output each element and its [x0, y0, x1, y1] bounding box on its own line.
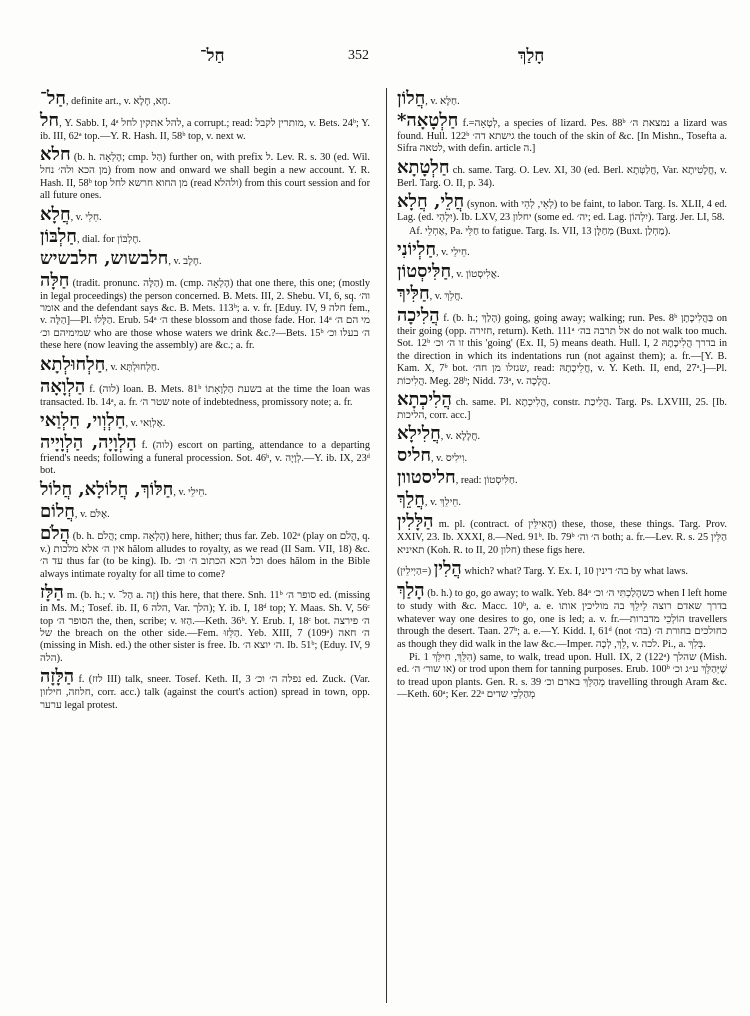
dictionary-entry — [397, 226, 727, 238]
entry-headword: חַלּוֹךְ, חֲלוֹלָא, חֲלוֹל — [40, 478, 174, 500]
entry-headword: חַלִּיךְ — [397, 283, 430, 305]
entry-headword: הַלְוָאָה — [40, 375, 86, 397]
entry-definition: , definite art., v. חָא, חָלָא. — [65, 96, 171, 107]
dictionary-entry — [40, 88, 370, 109]
entry-headword: חַלְחוּלְתָא — [40, 353, 106, 375]
dictionary-entry — [397, 283, 727, 304]
entry-headword: חליס — [397, 445, 432, 467]
entry-headword: הַלְוָיָה, הַלְוָיָיה — [40, 432, 137, 454]
entry-headword: חַלְיוֹנִי — [397, 239, 436, 261]
dictionary-entry — [40, 144, 370, 202]
entry-headword: הַלָּלִין — [397, 511, 434, 533]
dictionary-entry — [40, 501, 370, 522]
dictionary-entry — [40, 270, 370, 353]
dictionary-entry — [397, 580, 727, 651]
entry-definition: , v. חֲלָלָא. — [440, 431, 481, 443]
dictionary-entry — [397, 88, 727, 109]
dictionary-entry — [397, 261, 727, 282]
entry-definition: (b. h. הָלְאָה; cmp. הַל) further on, with prefix ל. Lev. R. s. 30 (ed. Wil. מן הכא ולה׳ נחל) from now and onward we shall begin a new account. Y. R. Hash. II, 58ᵇ top מן החוא חרשא לחל (read ולהלא) from this court session and for all future ones. — [40, 152, 371, 202]
entry-definition: (b. h. הֲלֹם; cmp. הָלְאָה) here, hither; thus far. Zeb. 102ᵃ (play on הֲלֹם, q. v.) אין ה׳ אלא מלכות hălom alludes to royalty, as we read (II Sam. VII, 18) &c. עד ה׳ thus far (to be king). Ib. וכל הכא הכתוב ה׳ וכ׳ does hălom in the Bible always intimate royalty for all time to come? — [40, 530, 371, 580]
entry-headword: חַלִּיסְטוֹן — [397, 261, 452, 283]
entry-headword: הַלָּזָה — [40, 666, 75, 688]
entry-headword: חַל־ — [40, 88, 66, 109]
entry-definition: f.=לְטָאָה, a species of lizard. Pes. 88ᵇ נמצאת ה׳ a lizard was found. Hull. 122ᵇ גישתא דה׳ the touch of the skin of &c. [In Mishn., Tosefta a. Sifra לטאה, with defin. article ה.] — [397, 118, 727, 155]
dictionary-entry — [397, 558, 727, 579]
entry-definition: m. pl. (contract. of הָאִילֵּין) these, those, these things. Targ. Prov. XXIV, 23. Ib. XXXI, 8.—Ned. 91ᵇ. Ib. 79ᵇ ה׳ וה׳ both; a. fr.—Lev. R. s. 25 הַלֵּין תאיניא (Koh. R. to II, 20 חלון) these figs here. — [397, 519, 727, 556]
column-divider — [386, 88, 387, 1003]
dictionary-entry — [40, 204, 370, 225]
entry-definition: (=הַיְילֵין) which? what? Targ. Y. Ex. I, 10 בה׳ דינין by what laws. — [397, 566, 688, 578]
dictionary-entry — [40, 248, 370, 269]
dictionary-entry — [397, 467, 727, 488]
entry-definition: , v. חָלָב. — [168, 255, 202, 267]
entry-headword: הָלַךְ — [397, 580, 425, 602]
page-number: 352 — [348, 48, 369, 63]
entry-definition: f. (b. h.; הָלַךְ) going, going away; walking; run. Pes. 8ᵇ בַּהֲלִיכָתָן on their going (opp. חזירה, return). Keth. 111ᵃ אל תרבה בה׳ do not walk too much. Sot. 12ᵇ זו ה׳ וכ׳ this 'going' (Ex. II, 5) means death. Hull. I, 2 בדרך הֲלִיכָתָהּ in the direction in which its indentations run (not against them); a. fr.—[Y. B. Kam. X, 7ᵇ bot. שגזלו מן חה׳, read: חֲלֵיכָתָהּ, v. Y. Keth. II, end, 27ᵃ.]—Pl. הֲלִיכוֹת. Meg. 28ᵇ; Nidd. 73ᵃ, v. הֲלָכָה. — [397, 313, 728, 387]
entry-definition: f. (לזז III) talk, sneer. Tosef. Keth. II, 3 נפלה ה׳ וכ׳ ed. Zuck. (Var. חלוזה, חילזון, corr. acc.) talk (against the court's action) spread in town, opp. ערער legal protest. — [40, 674, 370, 711]
dictionary-entry — [397, 489, 727, 510]
entry-definition: , v. חֲלֵךְ. — [429, 291, 463, 303]
entry-headword: הֲלִיכְתָא — [397, 389, 452, 411]
entry-headword: חַלְבּוֹן — [40, 225, 77, 247]
left-column — [40, 88, 370, 713]
entry-definition: , v. חַלָּא. — [425, 96, 460, 107]
page-header — [60, 46, 700, 74]
entry-definition: , v. אַלְוַאי. — [125, 418, 166, 430]
dictionary-entry — [397, 305, 727, 388]
entry-definition: , Y. Sabb. I, 4ᵃ להל אתקין לחל, a corrupt.; read: מותרין לקבל, v. Bets. 24ᵇ; Y. ib. III, 62ᵃ top.—Y. R. Hash. II, 58ᵇ top, v. next w. — [40, 118, 370, 142]
dictionary-entry — [397, 157, 727, 190]
entry-definition: m. (b. h.; v. הַל־ a. זֶה) this here, that there. Snh. 11ᵇ סופר ה׳ ed. (missing in Ms. M.; Tosef. ib. II, 6 הלה, Var. הלך); Y. ib. I, 18ᵈ top; Y. Maas. Sh. V, 56ᶜ top הסופר ה׳ the, then, scribe; v. הַזּוּ.—Keth. 36ᵇ. Y. Erub. I, 18ᶜ bot. ה׳ פירצה של the breach on the other side.—Fem. הַלֵּזוּ. Yeb. XIII, 7 (109ᵃ) ה׳ חאה (missing in Mish. ed.) the other sister is free. Ib. ה׳ יוצא ה׳. Ib. 51ᵇ; (Eduy. IV, 9 הלה). — [40, 590, 370, 664]
entry-headword: הֲלֹם — [40, 522, 71, 544]
dictionary-entry — [40, 110, 370, 143]
entry-headword: חֲלוֹן — [397, 88, 426, 109]
entry-definition: , read: חַלִּיסְטוֹן. — [455, 475, 518, 487]
entry-headword: חלבשוש, חלבשיש — [40, 247, 169, 269]
entry-definition: f. (לוה) escort on parting, attendance to a departing friend's needs; following a funeral procession. Sot. 46ᵇ, v. לְוָיָה.—Y. ib. IX, 23ᵈ bot. — [40, 440, 370, 477]
dictionary-entry — [397, 239, 727, 260]
entry-definition: , v. חֵילֵי. — [435, 247, 470, 259]
entry-headword: חֲלָא — [40, 203, 71, 225]
dictionary-entry — [40, 479, 370, 500]
entry-definition: , v. חֵלֵי. — [70, 211, 102, 223]
dictionary-entry — [40, 226, 370, 247]
entry-definition: Pi. הִלֵּךְ, חִילֵּךְ 1) same, to walk, tread upon. Hull. IX, 2 (122ᵃ) שהלך (Mish. ed. או שור׳ ה׳) or trod upon them for tanning purposes. Erub. 100ᵇ שֶׁיְּהַלֵּךְ ע״ג וכ׳ to tread upon plants. Gen. R. s. 39 מְהַלֵּךְ בארם וכ׳ travelling through Aram &c.—Keth. 60ᵃ; Ker. 22ᵃ מְהַלְכֵי שדים — [397, 651, 727, 701]
running-head-left: חַל־ — [200, 46, 225, 66]
dictionary-entry — [397, 389, 727, 422]
entry-definition: , v. חֵילֵךְ. — [424, 497, 461, 509]
dictionary-entry — [40, 582, 370, 665]
entry-headword: *חַלְטָאָה — [397, 110, 459, 131]
dictionary-entry — [397, 652, 727, 702]
entry-definition: ch. same. Targ. O. Lev. XI, 30 (ed. Berl. חֲלַטְּתָא, Var. חֲלָטִיתָא, v. Berl. Targ. O. II, p. 34). — [397, 164, 728, 189]
entry-definition: (b. h.) to go, go away; to walk. Yeb. 84ᵃ כשהָלַכְתִּי ה׳ וכ׳ when I left home to study with &c. Macc. 10ᵇ, a. e. בדרך שאדם רוצה לֵילֵךְ בה מוליכין אותו whatever way one desires to go, one is led; a. v. fr.—הוֹלְכֵי מדברות travellers through the desert. Taan. 27ᵇ; a. e.—Y. Kidd. I, 61ᵈ (not בה׳) כחולכים בחורת ה׳ as though they did walk in the law &c.—Imper. לֵךְ, לְכָה, v. לכה. Pi., a. בְּלִךְ. — [397, 588, 727, 650]
dictionary-entry — [40, 354, 370, 375]
entry-headword: הֲלִין — [433, 558, 462, 580]
dictionary-entry — [397, 423, 727, 444]
dictionary-entry — [397, 191, 727, 224]
dictionary-entry — [40, 410, 370, 431]
dictionary-entry — [40, 376, 370, 409]
entry-headword: חַלָּה — [40, 269, 70, 291]
dictionary-entry — [397, 511, 727, 557]
dictionary-entry — [397, 110, 727, 156]
entry-definition: ch. same. Pl. הֲלִיכְתָא, constr. הֲלִיכַת. Targ. Ps. LXVIII, 25. [Ib. הליכות, corr. acc.] — [397, 397, 727, 422]
entry-headword: חליסטוון — [397, 467, 456, 489]
dictionary-entry — [40, 666, 370, 712]
dictionary-entry — [40, 523, 370, 581]
entry-definition: , v. אֶלֹּם. — [74, 508, 110, 520]
entry-headword: חֲלִילָא — [397, 423, 441, 445]
entry-headword: חֲלֵי, חֲלָא — [397, 191, 465, 213]
right-column — [397, 88, 727, 703]
entry-headword: חֲלֵךְ — [397, 489, 425, 511]
entry-definition: , dial. for חֶלְבּוֹן. — [76, 233, 141, 245]
entry-headword: חַלְטָתָא — [397, 156, 450, 178]
entry-definition: (tradit. pronunc. הַלָּה) m. (cmp. הָלְאָה) that one there, this one; (mostly in legal proceedings) the person concerned. B. Mets. III, 2. Shebu. VI, 6, sq. וה׳ אומר and the defendant says &c. B. Mets. 113ᵇ; a. v. fr. [Eduy. IV, 9 חלה fem., v. הַלָּה]—Pl. הַלָּלוּ. Erub. 54ᵃ ה׳ these blossom and those fade. Hor. 14ᵃ מי הם ה׳ שמימיהם וכ׳ who are those whose waters we drink &c.?—Bets. 15ᵇ ה׳ בעלו וכ׳ these here (now leaving the assembly) are &c.; a. fr. — [40, 277, 371, 352]
entry-headword: חֲלוֹם — [40, 500, 75, 522]
entry-headword: הֲלִיכָה — [397, 305, 440, 327]
dictionary-entry — [397, 445, 727, 466]
entry-headword: הַלָּז — [40, 582, 64, 604]
entry-headword: חל — [40, 110, 60, 131]
entry-headword: חלא — [40, 144, 71, 166]
running-head-right: חָלַךְ — [518, 46, 545, 66]
entry-definition: , v. חֵילֵי. — [173, 486, 208, 498]
entry-definition: , v. אֲלִיסְטוֹן. — [451, 269, 500, 281]
entry-definition: , v. וִילִיס. — [431, 453, 468, 465]
entry-definition: Af. אַחְלֵי, Pa. חַלֵּי to fatigue. Targ. Is. VII, 13 מְחַלָּן (Buxt. מַחְלַן). — [409, 225, 671, 237]
entry-definition: (synon. with לְאֵי, לְהֵי) to be faint, to labor. Targ. Is. XLII, 4 ed. Lag. (ed. יִלְהֵי). Ib. LXV, 23 יחלון (some ed. יה׳; ed. Lag. יִלְהוֹן). Targ. Jer. LI, 58. — [397, 199, 727, 224]
entry-definition: , v. חַלְחוּלְתָּא. — [105, 361, 160, 373]
entry-headword: חַלְוְוי, חַלְוַאי — [40, 410, 126, 432]
dictionary-entry — [40, 432, 370, 478]
entry-definition: f. (לוה) loan. B. Mets. 81ᵇ בשעת הַלְוָאָתוֹ at the time the loan was transacted. Ib. 14ᵃ, a. fr. שטר ה׳ note of indebtedness, promissory note; a. fr. — [40, 383, 370, 408]
